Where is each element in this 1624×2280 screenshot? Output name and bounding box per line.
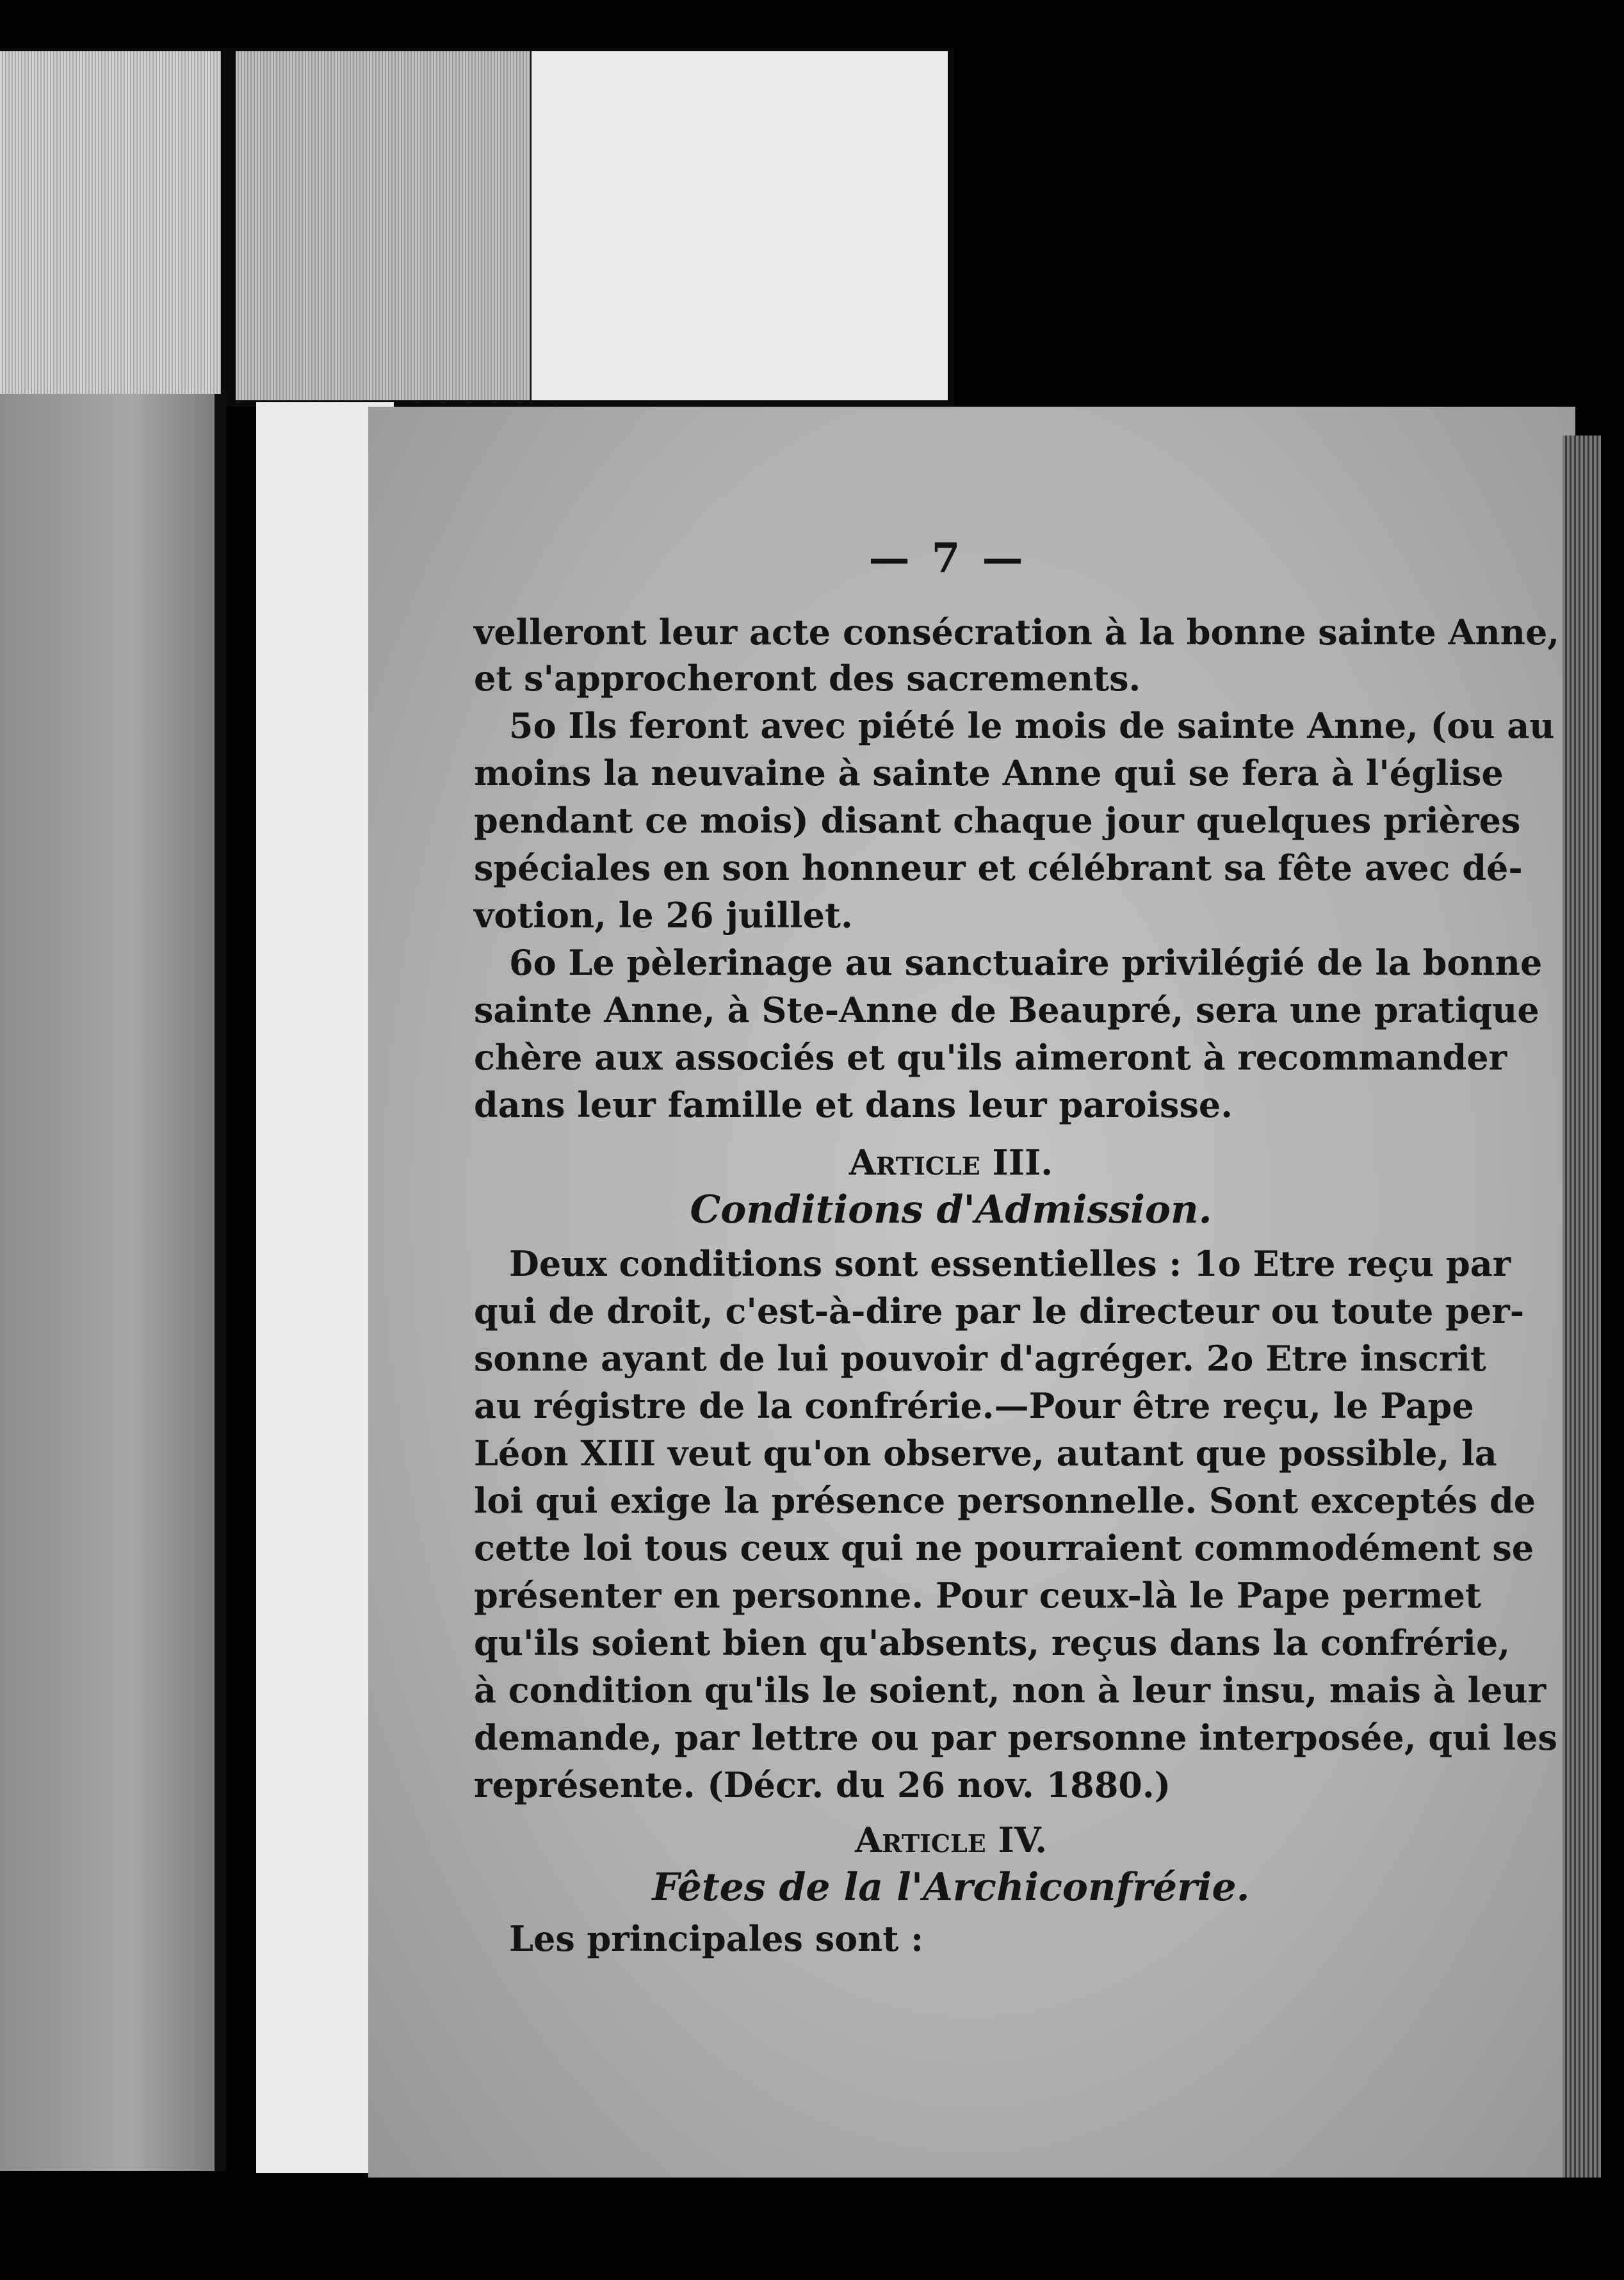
text-line: cette loi tous ceux qui ne pourraient commodément se: [474, 1527, 1534, 1568]
facing-page: [0, 394, 218, 2171]
text-line: spéciales en son honneur et célébrant sa fête avec dé-: [474, 847, 1523, 888]
text-line: et s'approcheront des sacrements.: [474, 658, 1141, 699]
article-title: Fêtes de la l'Archiconfrérie.: [652, 1865, 1250, 1910]
page-stack-edge: [1563, 436, 1601, 2178]
text-line: sonne ayant de lui pouvoir d'agréger. 2o Etre inscrit: [474, 1338, 1486, 1379]
gutter: [215, 394, 226, 2171]
text-line: représente. (Décr. du 26 nov. 1880.): [474, 1764, 1171, 1805]
text-line: Léon XIII veut qu'on observe, autant que possible, la: [474, 1433, 1497, 1474]
cloth-binding-strip: [0, 51, 221, 397]
text-line: Les principales sont :: [509, 1918, 924, 1959]
text-line: qui de droit, c'est-à-dire par le directeur ou toute per-: [474, 1291, 1525, 1331]
text-line: Deux conditions sont essentielles : 1o Etre reçu par: [509, 1243, 1511, 1284]
page-number: — 7 —: [868, 534, 1027, 582]
text-line: velleront leur acte consécration à la bonne sainte Anne,: [474, 612, 1560, 653]
text-line: loi qui exige la présence personnelle. Sont exceptés de: [474, 1480, 1536, 1521]
text-line: demande, par lettre ou par personne interposée, qui les: [474, 1717, 1557, 1758]
text-line: chère aux associés et qu'ils aimeront à recommander: [474, 1037, 1507, 1078]
text-line: présenter en personne. Pour ceux-là le Pape permet: [474, 1575, 1481, 1616]
article-heading: Article IV.: [854, 1820, 1048, 1861]
text-line: pendant ce mois) disant chaque jour quelques prières: [474, 800, 1521, 841]
text-line: 6o Le pèlerinage au sanctuaire privilégié de la bonne: [509, 942, 1543, 983]
text-line: au régistre de la confrérie.—Pour être reçu, le Pape: [474, 1385, 1474, 1426]
text-line: 5o Ils feront avec piété le mois de sainte Anne, (ou au: [509, 705, 1555, 746]
text-line: à condition qu'ils le soient, non à leur insu, mais à leur: [474, 1670, 1547, 1711]
cloth-binding-strip: [236, 51, 530, 400]
white-flap: [532, 51, 948, 400]
article-title: Conditions d'Admission.: [690, 1187, 1212, 1232]
text-line: votion, le 26 juillet.: [474, 895, 853, 936]
article-heading: Article III.: [849, 1142, 1053, 1183]
text-line: qu'ils soient bien qu'absents, reçus dans la confrérie,: [474, 1622, 1510, 1663]
text-line: dans leur famille et dans leur paroisse.: [474, 1084, 1233, 1125]
text-line: moins la neuvaine à sainte Anne qui se fera à l'église: [474, 753, 1504, 794]
text-line: sainte Anne, à Ste-Anne de Beaupré, sera une pratique: [474, 989, 1539, 1030]
